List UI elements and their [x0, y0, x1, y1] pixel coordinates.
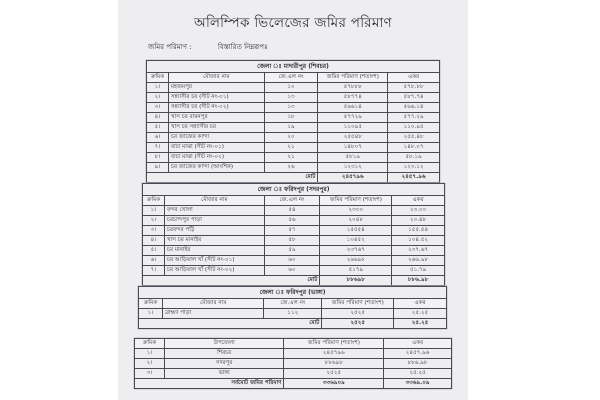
cell-acre: ৫৭৮.৮৮	[388, 83, 440, 93]
cell-acre: ১৫৫.৫৪	[392, 226, 445, 236]
total-label: মোট	[139, 319, 322, 329]
cell-mouza-name: চর জাজের কান্দা (আংশিক)	[168, 163, 264, 173]
cell-acre: ২৩৭.৬৭	[392, 246, 445, 256]
cell-upazila: ভাঙ্গা	[164, 369, 284, 379]
cell-jl-no: ২০	[264, 133, 318, 143]
document-page	[118, 0, 468, 400]
cell-mouza-name: বাচা মাঝা (সীট নং-০১)	[168, 143, 264, 153]
district-heading: জেলা ঃ ফরিদপুর (ভাঙ্গা)	[139, 287, 447, 299]
total-acre: ৮৮৬.৯৮	[392, 276, 445, 286]
cell-mouza-name: চর আড়িয়াল খাঁ (সীট নং-০১)	[164, 256, 264, 266]
col-header-serial: ক্রমিক	[139, 299, 163, 309]
cell-mouza-name: বাচা মাঝা (সীট নং-০২)	[168, 153, 264, 163]
total-decimal: ২৫২৫	[322, 319, 394, 329]
faridpur-bhanga-table	[138, 286, 447, 329]
cell-serial: ৭।	[143, 266, 165, 276]
cell-jl-no: ১৩	[264, 103, 318, 113]
district-heading: জেলা ঃ ফরিদপুর (সদরপুর)	[143, 184, 445, 196]
cell-mouza-name: খাস চর বামনপুর	[168, 113, 264, 123]
cell-decimal: ২৩৭৬৭	[320, 246, 392, 256]
cell-jl-no: ৫৯	[264, 246, 320, 256]
cell-jl-no: ২১	[264, 153, 318, 163]
cell-jl-no: ৫৪	[264, 206, 320, 216]
table-row	[135, 369, 452, 379]
summary-table	[134, 338, 452, 389]
total-acre: ২৫.২৫	[394, 319, 447, 329]
grand-total-row	[135, 379, 452, 389]
col-header-acre: একর	[394, 299, 447, 309]
table-row	[143, 216, 445, 226]
table-row	[135, 349, 452, 359]
cell-decimal: ১১০৯৫	[318, 123, 388, 133]
cell-decimal: ১২৩১২	[318, 163, 388, 173]
cell-decimal: ২৫২৫	[322, 309, 394, 319]
col-header-serial: ক্রমিক	[143, 196, 165, 206]
cell-mouza-name: বন্দর খোলা	[164, 206, 264, 216]
table-row	[147, 153, 440, 163]
cell-decimal: ৫৬৬১৪	[318, 103, 388, 113]
cell-serial: ৫।	[147, 123, 169, 133]
col-header-decimal: জমির পরিমাণ (শতাংশ)	[320, 196, 392, 206]
table-total-row	[139, 319, 447, 329]
cell-acre: ২৪৫৭.৯৬	[384, 349, 452, 359]
total-acre: ২৪৫৭.৯৬	[388, 173, 440, 183]
cell-serial: ৫।	[143, 246, 165, 256]
cell-decimal: ৫৮১৯	[318, 153, 388, 163]
col-header-upazila: উপজেলা	[164, 339, 284, 349]
cell-mouza-name: সন্ন্যাসীর চর (সীট নং-০২)	[168, 103, 264, 113]
cell-acre: ৫৬৬.১৪	[388, 103, 440, 113]
col-header-serial: ক্রমিক	[147, 73, 169, 83]
col-header-mouza: মৌজার নাম	[168, 73, 264, 83]
table-total-row	[143, 276, 445, 286]
cell-serial: ৯।	[147, 163, 169, 173]
col-header-mouza: মৌজার নাম	[162, 299, 264, 309]
table-row	[147, 103, 440, 113]
cell-acre: ২০.৪৮	[392, 216, 445, 226]
col-header-mouza: মৌজার নাম	[164, 196, 264, 206]
cell-serial: ২।	[143, 216, 165, 226]
table-header-row	[143, 196, 445, 206]
table-row	[147, 133, 440, 143]
madaripur-table	[146, 60, 440, 183]
cell-jl-no: ১১২	[264, 309, 322, 319]
cell-serial: ১।	[147, 83, 169, 93]
cell-serial: ৩।	[143, 226, 165, 236]
cell-acre: ৫৮৭.৭৪	[388, 93, 440, 103]
cell-mouza-name: সন্ন্যাসীর চর (সীট নং-০১)	[168, 93, 264, 103]
land-amount-value: বিস্তারিত নিম্নরূপঃ	[217, 43, 268, 51]
cell-decimal: ২০৪৮	[320, 216, 392, 226]
cell-acre: ৫১.৭৯	[392, 266, 445, 276]
table-row	[143, 256, 445, 266]
table-row	[147, 113, 440, 123]
cell-serial: ৪।	[143, 236, 165, 246]
document-title: অলিম্পিক ভিলেজের জমির পরিমাণ	[193, 15, 393, 31]
grand-total-acre: ৩৩৬৯.০৯	[384, 379, 452, 389]
cell-acre: ১৪৮.০৭	[388, 143, 440, 153]
cell-jl-no: ১৮	[264, 113, 318, 123]
table-row	[143, 206, 445, 216]
table-row	[139, 309, 447, 319]
col-header-decimal: জমির পরিমাণ (শতাংশ)	[284, 339, 384, 349]
cell-upazila: শিবচর	[164, 349, 284, 359]
cell-decimal: ২৪৫৭৯৬	[284, 349, 384, 359]
table-row	[143, 236, 445, 246]
cell-serial: ২।	[135, 359, 165, 369]
col-header-acre: একর	[392, 196, 445, 206]
cell-serial: ৬।	[147, 133, 169, 143]
cell-jl-no: ৫৭	[264, 226, 320, 236]
cell-acre: ২৫.২৫	[394, 309, 447, 319]
cell-decimal: ১৫৫৫৪	[320, 226, 392, 236]
table-row	[147, 123, 440, 133]
cell-serial: ২।	[147, 93, 169, 103]
cell-acre: ২৫৫.৪৮	[388, 133, 440, 143]
col-header-jl: জে.এল নং	[264, 73, 318, 83]
total-label: মোট	[143, 276, 320, 286]
cell-jl-no: ১৩	[264, 93, 318, 103]
cell-acre: ২৬৬.৯৮	[392, 256, 445, 266]
table-row	[143, 246, 445, 256]
col-header-acre: একর	[384, 339, 452, 349]
total-decimal: ৮৮৬৯৮	[320, 276, 392, 286]
cell-decimal: ৫১৭৯	[320, 266, 392, 276]
cell-jl-no: ২১	[264, 143, 318, 153]
cell-mouza-name: খাস চর সন্ন্যাসীর চর	[168, 123, 264, 133]
col-header-serial: ক্রমিক	[135, 339, 165, 349]
cell-decimal: ২৫২৫	[284, 369, 384, 379]
total-label: মোট	[147, 173, 318, 183]
cell-acre: ২৫.২৫	[384, 369, 452, 379]
cell-decimal: ৫৮৭৭৪	[318, 93, 388, 103]
col-header-jl: জে.এল নং	[264, 299, 322, 309]
cell-serial: ১।	[143, 206, 165, 216]
cell-mouza-name: চরবন্দর পট্টি	[164, 226, 264, 236]
table-header-row	[135, 339, 452, 349]
cell-decimal: ১৪৮০৭	[318, 143, 388, 153]
cell-decimal: ১০৪৫২	[320, 236, 392, 246]
col-header-jl: জে.এল নং	[264, 196, 320, 206]
grand-total-decimal: ৩৩৬৯০৯	[284, 379, 384, 389]
cell-jl-no: ১০	[264, 83, 318, 93]
cell-acre: ২৩.০০	[392, 206, 445, 216]
cell-decimal: ২৩০০	[320, 206, 392, 216]
cell-decimal: ২৬৬৯৮	[320, 256, 392, 266]
col-header-decimal: জমির পরিমাণ (শতাংশ)	[322, 299, 394, 309]
cell-serial: ৮।	[147, 153, 169, 163]
col-header-decimal: জমির পরিমাণ (শতাংশ)	[318, 73, 388, 83]
cell-jl-no: ৬০	[264, 266, 320, 276]
cell-acre: ৫৭৭.২৯	[388, 113, 440, 123]
table-row	[147, 83, 440, 93]
cell-acre: ৮৮৬.৯৮	[384, 359, 452, 369]
cell-serial: ৭।	[147, 143, 169, 153]
grand-total-label: সর্বমোট জমির পরিমাণ	[135, 379, 284, 389]
cell-mouza-name: চরচান্দপুর পাড়া	[164, 216, 264, 226]
cell-upazila: সদরপুর	[164, 359, 284, 369]
cell-mouza-name: ব্রাহ্মণ পাড়া	[162, 309, 264, 319]
land-amount-label: জমির পরিমাণ :	[148, 43, 192, 51]
cell-mouza-name: চর মানাইর	[164, 246, 264, 256]
table-row	[143, 266, 445, 276]
table-row	[135, 359, 452, 369]
cell-jl-no: ৬০	[264, 256, 320, 266]
cell-decimal: ৮৮৬৯৮	[284, 359, 384, 369]
table-row	[147, 93, 440, 103]
table-row	[147, 163, 440, 173]
cell-serial: ৩।	[135, 369, 165, 379]
table-header-row	[139, 299, 447, 309]
cell-serial: ৩।	[147, 103, 169, 113]
cell-decimal: ৫৭৮৮৮	[318, 83, 388, 93]
cell-acre: ৫৮.১৯	[388, 153, 440, 163]
table-header-row	[147, 73, 440, 83]
cell-acre: ১২৩.১২	[388, 163, 440, 173]
land-amount-line	[148, 41, 268, 53]
cell-serial: ১।	[135, 349, 165, 359]
cell-serial: ৬।	[143, 256, 165, 266]
cell-jl-no: ১৯	[264, 123, 318, 133]
table-total-row	[147, 173, 440, 183]
cell-acre: ১০৪.৫২	[392, 236, 445, 246]
cell-jl-no: ৫৮	[264, 236, 320, 246]
cell-jl-no: ২৬	[264, 163, 318, 173]
cell-mouza-name: চর আড়িয়াল খাঁ (সীট নং-০২)	[164, 266, 264, 276]
district-heading: জেলা ঃ মাদারীপুর (শিবচর)	[147, 61, 440, 73]
cell-mouza-name: চর জাজের কান্দা	[168, 133, 264, 143]
cell-acre: ১১০.৯৫	[388, 123, 440, 133]
col-header-acre: একর	[388, 73, 440, 83]
faridpur-sadarpur-table	[142, 183, 445, 286]
cell-decimal: ৫৭৭২৯	[318, 113, 388, 123]
cell-jl-no: ৫৬	[264, 216, 320, 226]
table-row	[143, 226, 445, 236]
cell-decimal: ২৫৫৪৮	[318, 133, 388, 143]
cell-mouza-name: খাস চর মানাইর	[164, 236, 264, 246]
total-decimal: ২৪৫৭৯৬	[318, 173, 388, 183]
cell-serial: ১।	[139, 309, 163, 319]
table-row	[147, 143, 440, 153]
cell-serial: ৪।	[147, 113, 169, 123]
cell-mouza-name: মহজমপুর	[168, 83, 264, 93]
